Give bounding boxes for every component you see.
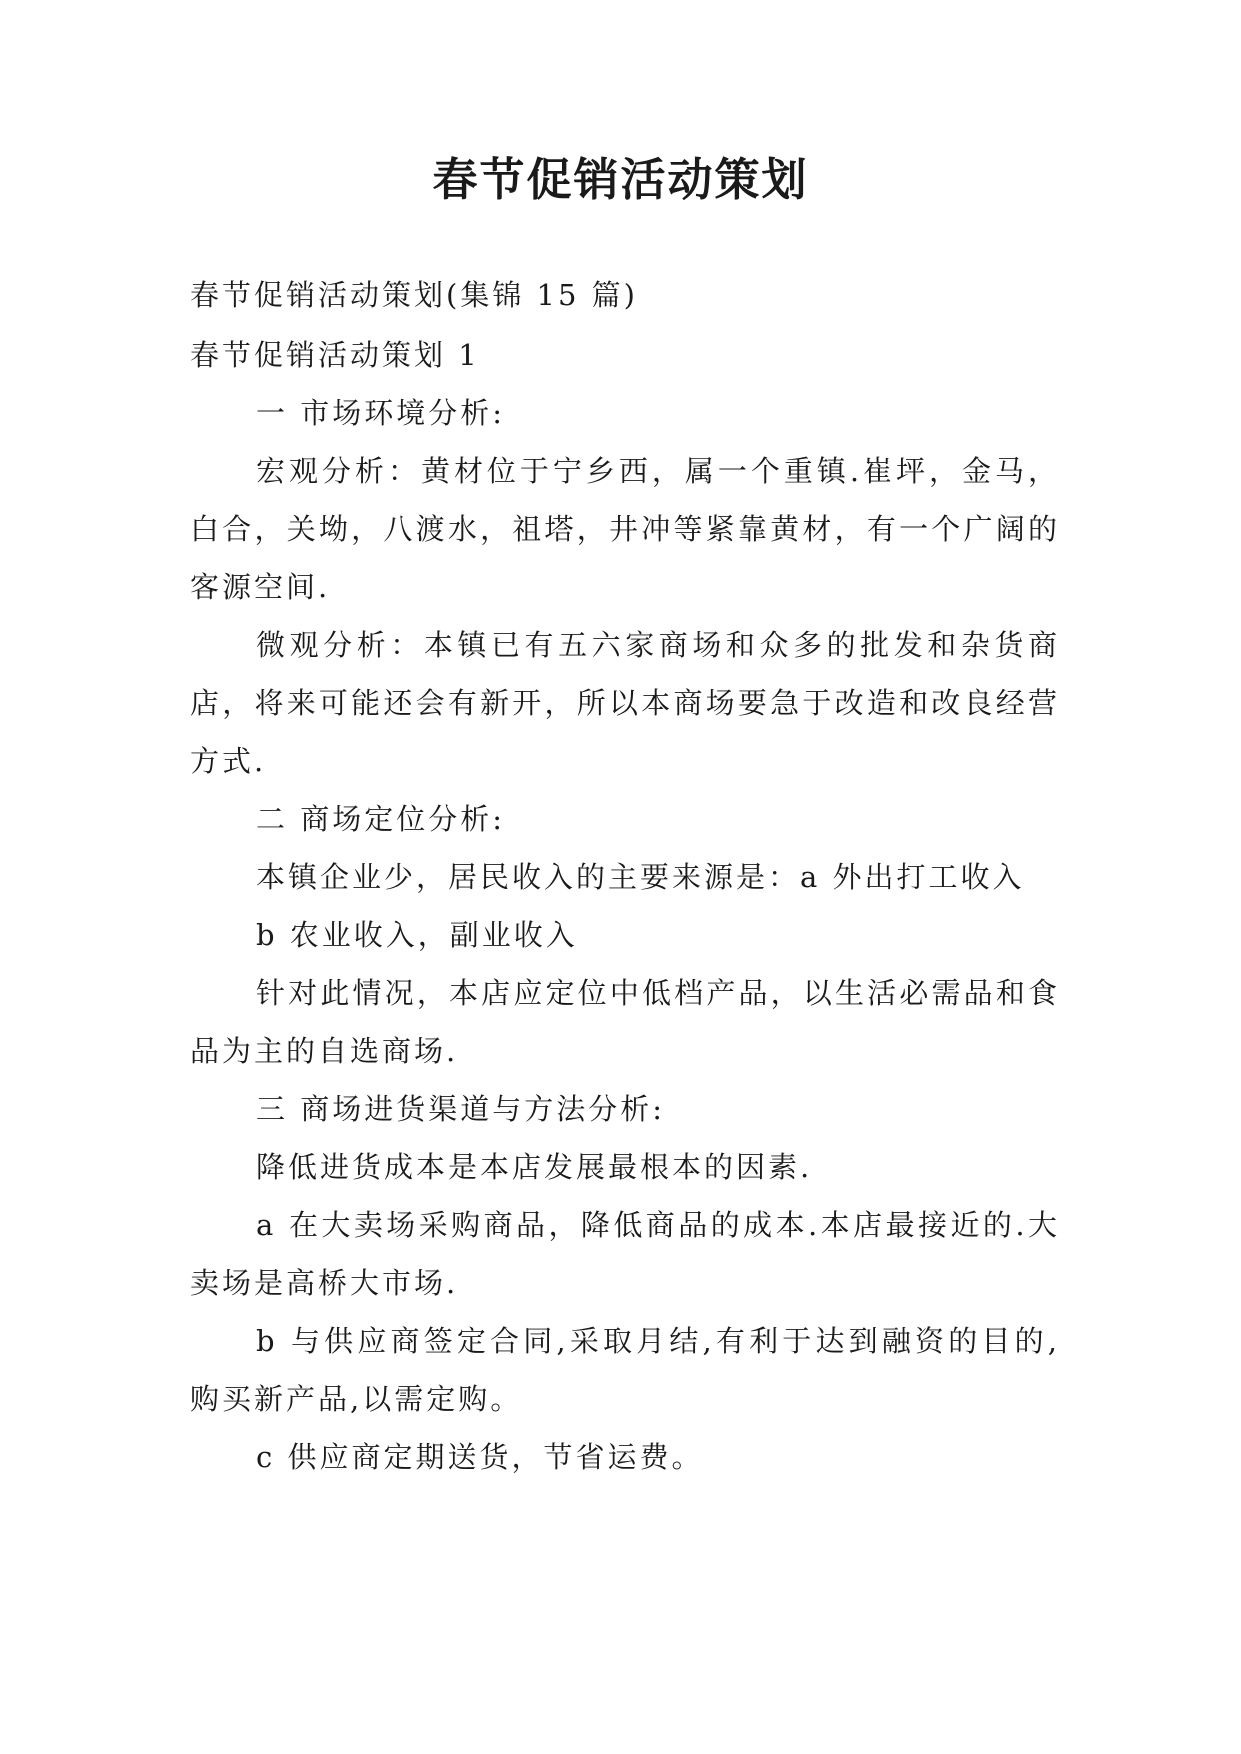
paragraph-positioning-conclusion: 针对此情况，本店应定位中低档产品，以生活必需品和食品为主的自选商场.: [190, 976, 1060, 1068]
paragraph-income-source-a: 本镇企业少，居民收入的主要来源是：a 外出打工收入: [256, 860, 1025, 894]
paragraph-purchasing-a: a 在大卖场采购商品，降低商品的成本.本店最接近的.大卖场是高桥大市场.: [190, 1208, 1060, 1300]
paragraph-income-source-b: b 农业收入，副业收入: [256, 918, 578, 952]
paragraph-market-analysis-heading: 一 市场环境分析:: [256, 396, 505, 430]
paragraph-purchasing-c: c 供应商定期送货，节省运费。: [256, 1440, 704, 1474]
paragraph-purchasing-cost: 降低进货成本是本店发展最根本的因素.: [256, 1150, 813, 1184]
paragraph-macro-analysis: 宏观分析：黄材位于宁乡西，属一个重镇.崔坪，金马，白合，关坳，八渡水，祖塔，井冲等紧靠黄材，有一个广阔的客源空间.: [190, 454, 1060, 604]
paragraph-purchasing-b: b 与供应商签定合同,采取月结,有利于达到融资的目的,购买新产品,以需定购。: [190, 1324, 1060, 1416]
paragraph-purchasing-heading: 三 商场进货渠道与方法分析:: [256, 1092, 665, 1126]
paragraph-positioning-heading: 二 商场定位分析:: [256, 802, 505, 836]
paragraph-micro-analysis: 微观分析：本镇已有五六家商场和众多的批发和杂货商店，将来可能还会有新开，所以本商场要急于改造和改良经营方式.: [190, 628, 1060, 778]
section-heading-1: 春节促销活动策划 1: [190, 338, 480, 372]
document-title: 春节促销活动策划: [432, 153, 809, 206]
document-subtitle: 春节促销活动策划(集锦 15 篇): [190, 278, 638, 312]
document-body: [190, 266, 1060, 1486]
